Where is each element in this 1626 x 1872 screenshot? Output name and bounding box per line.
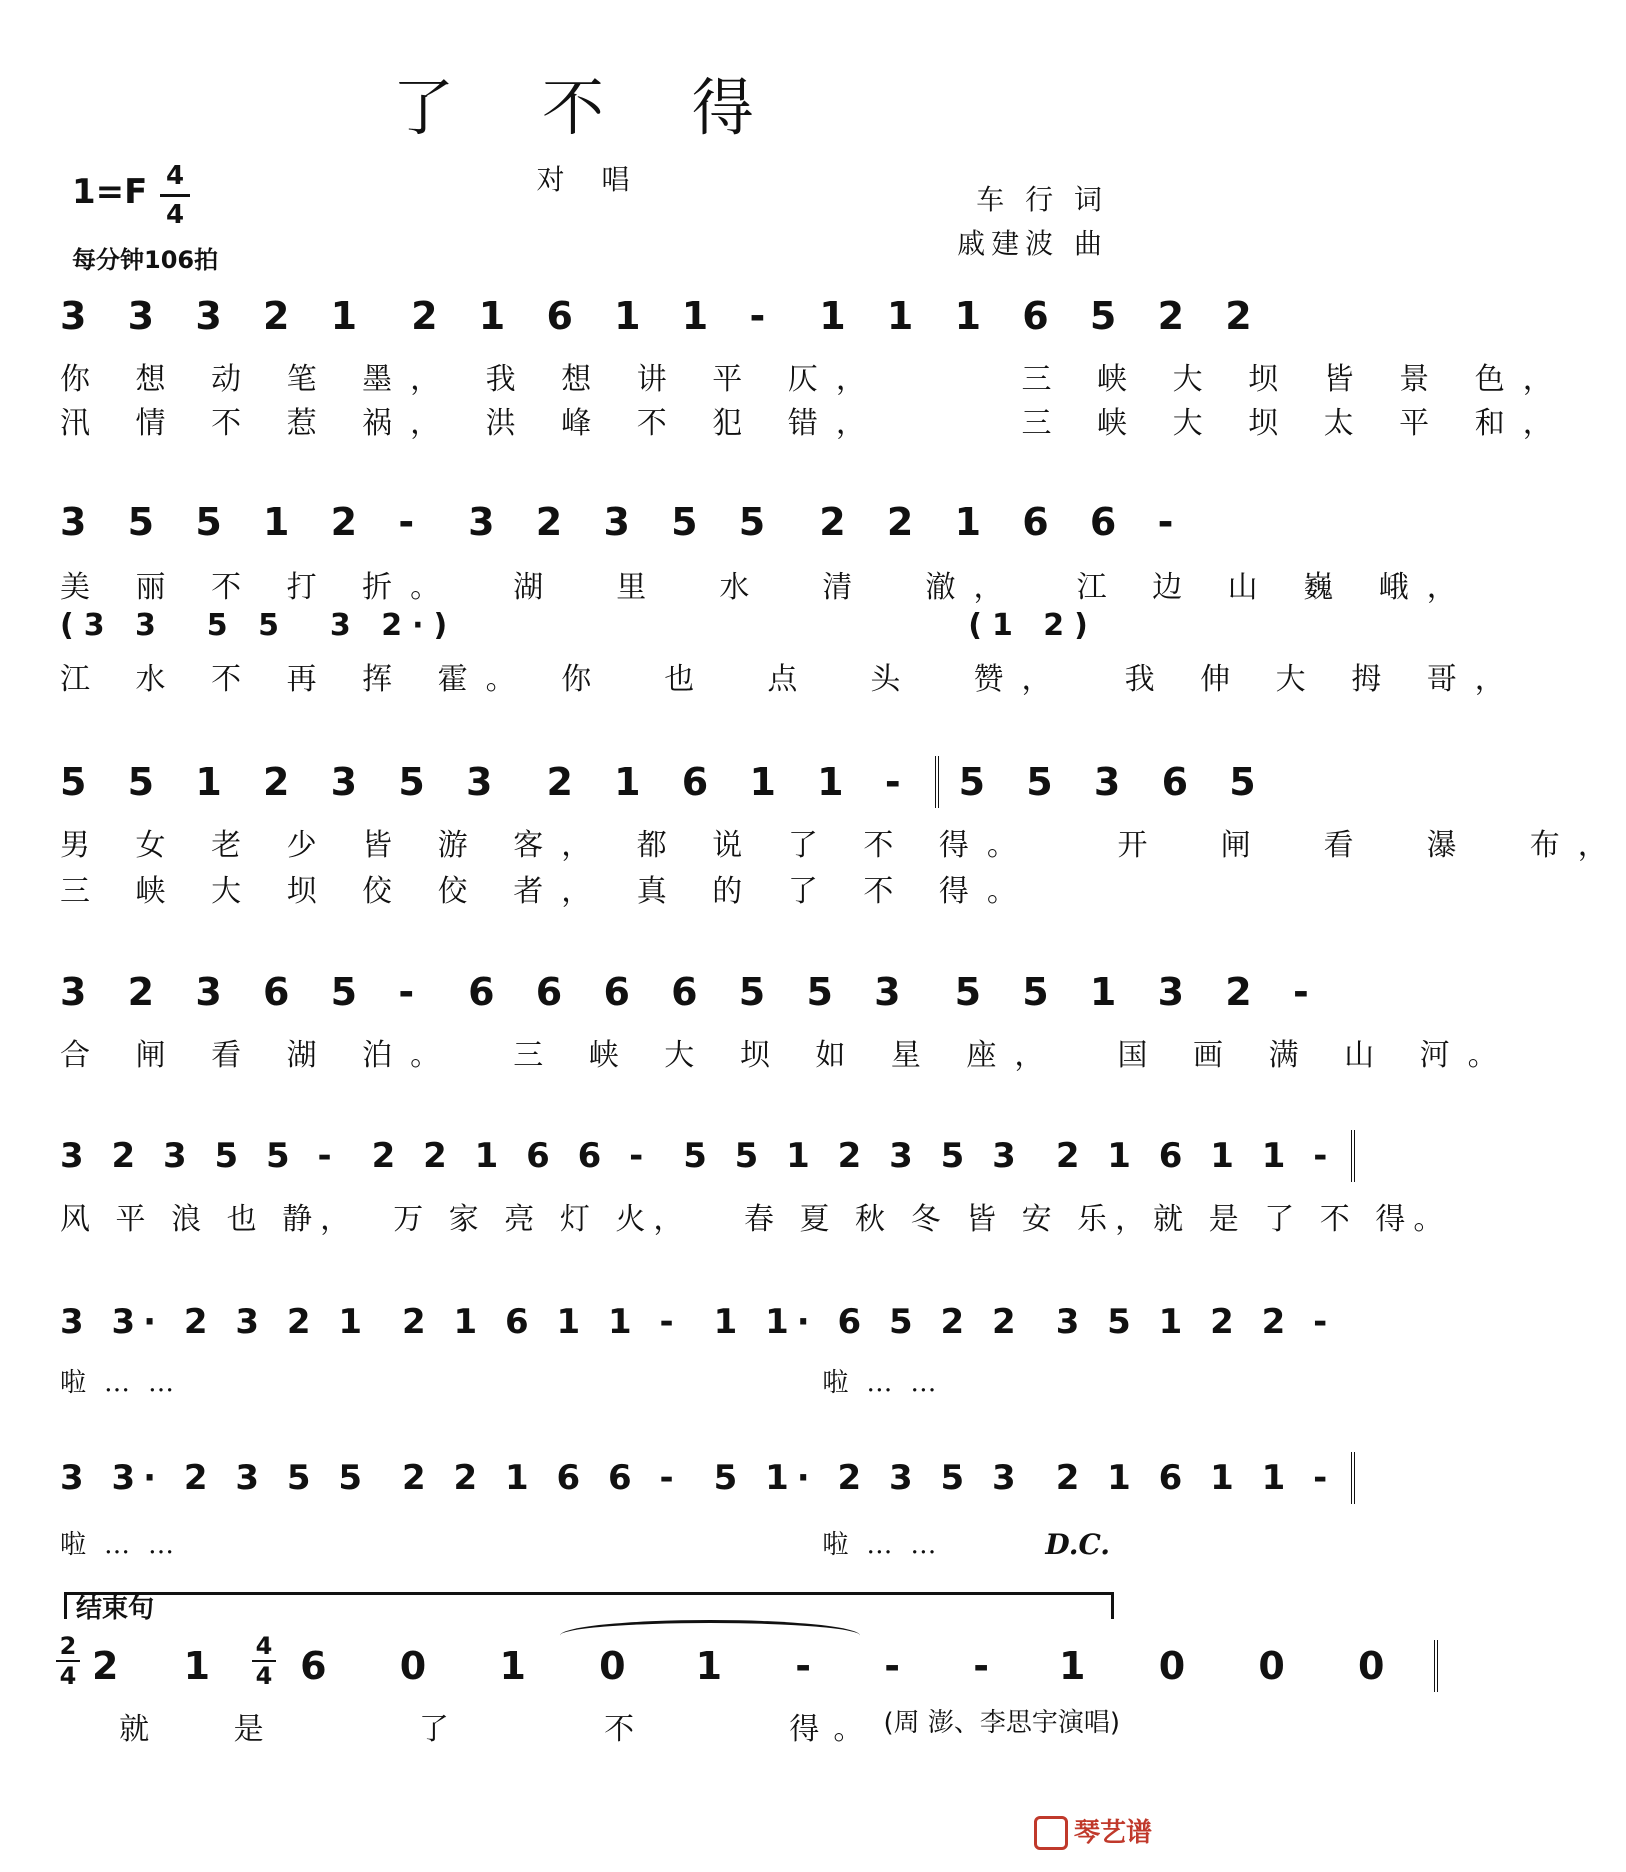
measure: 5 1· 2 3 5 3 xyxy=(713,1458,1024,1498)
measure: 3 5 1 2 2 - xyxy=(1055,1302,1336,1342)
lyric-line: 啦…… 啦…… xyxy=(60,1368,955,1398)
time-sig-den: 4 xyxy=(165,200,185,230)
measure: 6 6 6 6 5 5 3 xyxy=(468,970,915,1014)
song-subtitle: 对 唱 xyxy=(536,163,644,196)
notation-line-1 xyxy=(60,290,1266,342)
measure: 2 1 6 1 1 - xyxy=(411,294,780,338)
song-title: 了 不 得 xyxy=(392,71,788,144)
repeat-end-barline xyxy=(1351,1130,1355,1182)
measure: 2 1 xyxy=(92,1644,237,1688)
ts-den: 4 xyxy=(255,1662,273,1690)
final-barline xyxy=(1434,1640,1438,1692)
ts-num: 4 xyxy=(252,1632,276,1662)
notation-line-4 xyxy=(60,966,1323,1018)
lyric-line: 风 平 浪 也 静， 万 家 亮 灯 火， 春 夏 秋 冬 皆 安 乐，就 是 了 不 得。 xyxy=(60,1202,1452,1237)
lyric-line: 合 闸 看 湖 泊。 三 峡 大 坝 如 星 座， 国 画 满 山 河。 xyxy=(60,1038,1516,1073)
singers-credit: (周 澎、李思宇演唱) xyxy=(883,1708,1120,1738)
time-signature xyxy=(160,158,190,233)
da-capo-marking: D.C. xyxy=(1045,1528,1110,1561)
lyric-line: 美 丽 不 打 折。 湖 里 水 清 澈， 江 边 山 巍 峨， xyxy=(60,570,1475,605)
key-signature: 1=F xyxy=(72,172,148,212)
measure: 5 5 3 6 5 xyxy=(958,760,1270,804)
repeat-start-barline xyxy=(935,756,939,808)
measure: 3 2 3 5 5 xyxy=(468,500,780,544)
lyric-line: 你 想 动 笔 墨， 我 想 讲 平 仄， 三 峡 大 坝 皆 景 色， xyxy=(60,362,1571,397)
measure: 5 5 1 2 3 5 3 xyxy=(60,760,507,804)
measure: 3 5 5 1 2 - xyxy=(60,500,429,544)
ts-num: 2 xyxy=(56,1632,80,1662)
measure: 1 1 1 6 5 2 2 xyxy=(819,294,1266,338)
measure: 2 1 6 1 1 - xyxy=(1055,1458,1336,1498)
logo-icon xyxy=(1034,1816,1068,1850)
measure: 2 2 1 6 6 - xyxy=(371,1136,652,1176)
ending-time-sig-1 xyxy=(56,1632,80,1690)
measure: 2 1 6 1 1 - xyxy=(402,1302,682,1342)
measure: 3 2 3 5 5 - xyxy=(60,1136,340,1176)
measure: 3 2 3 6 5 - xyxy=(60,970,429,1014)
composer-credit: 戚建波 曲 xyxy=(957,227,1108,260)
measure: 3 3 3 2 1 xyxy=(60,294,372,338)
lyricist-credit: 车 行 词 xyxy=(976,183,1108,216)
measure: 2 1 6 1 1 - xyxy=(546,760,915,804)
notation-line-7 xyxy=(60,1452,1336,1504)
measure: 3 3· 2 3 5 5 xyxy=(60,1458,371,1498)
measure: 2 1 6 1 1 - xyxy=(1055,1136,1336,1176)
lyric-line: 啦…… 啦…… xyxy=(60,1530,955,1560)
notation-line-2 xyxy=(60,496,1188,548)
watermark-logo xyxy=(1034,1812,1152,1851)
ts-den: 4 xyxy=(59,1662,77,1690)
notation-line-6 xyxy=(60,1296,1336,1348)
lyric-line: 汛 情 不 惹 祸， 洪 峰 不 犯 错， 三 峡 大 坝 太 平 和， xyxy=(60,406,1571,441)
ending-notation xyxy=(92,1640,1415,1692)
ending-bracket xyxy=(64,1592,1114,1619)
ending-lyric: 就 是 了 不 得。 xyxy=(72,1712,878,1747)
time-sig-num: 4 xyxy=(160,158,190,197)
measure: 1 0 0 0 xyxy=(1059,1644,1415,1688)
measure: 1 1· 6 5 2 2 xyxy=(713,1302,1024,1342)
notation-line-5 xyxy=(60,1130,1336,1182)
measure: 1 - - - xyxy=(695,1644,1020,1688)
measure: 5 5 1 3 2 - xyxy=(954,970,1323,1014)
measure: 3 3· 2 3 2 1 xyxy=(60,1302,371,1342)
tempo-marking: 每分钟106拍 xyxy=(72,246,219,274)
measure: 5 5 1 2 3 5 3 xyxy=(683,1136,1024,1176)
notation-line-3 xyxy=(60,756,1270,808)
lyric-line: 江 水 不 再 挥 霍。 你 也 点 头 赞， 我 伸 大 拇 哥， xyxy=(60,662,1523,697)
measure: 2 2 1 6 6 - xyxy=(819,500,1188,544)
final-barline xyxy=(1351,1452,1355,1504)
lyric-line: 男 女 老 少 皆 游 客， 都 说 了 不 得。 开 闸 看 瀑 布， xyxy=(60,828,1626,863)
ending-label: 结束句 xyxy=(76,1594,155,1624)
lyric-line: 三 峡 大 坝 佼 佼 者， 真 的 了 不 得。 xyxy=(60,874,1035,909)
measure: 2 2 1 6 6 - xyxy=(402,1458,682,1498)
watermark-text: 琴艺谱 xyxy=(1073,1817,1152,1848)
measure: 6 0 1 0 xyxy=(300,1644,656,1688)
lyric-line: (3 3 5 5 3 2·) (1 2) xyxy=(60,608,1098,643)
